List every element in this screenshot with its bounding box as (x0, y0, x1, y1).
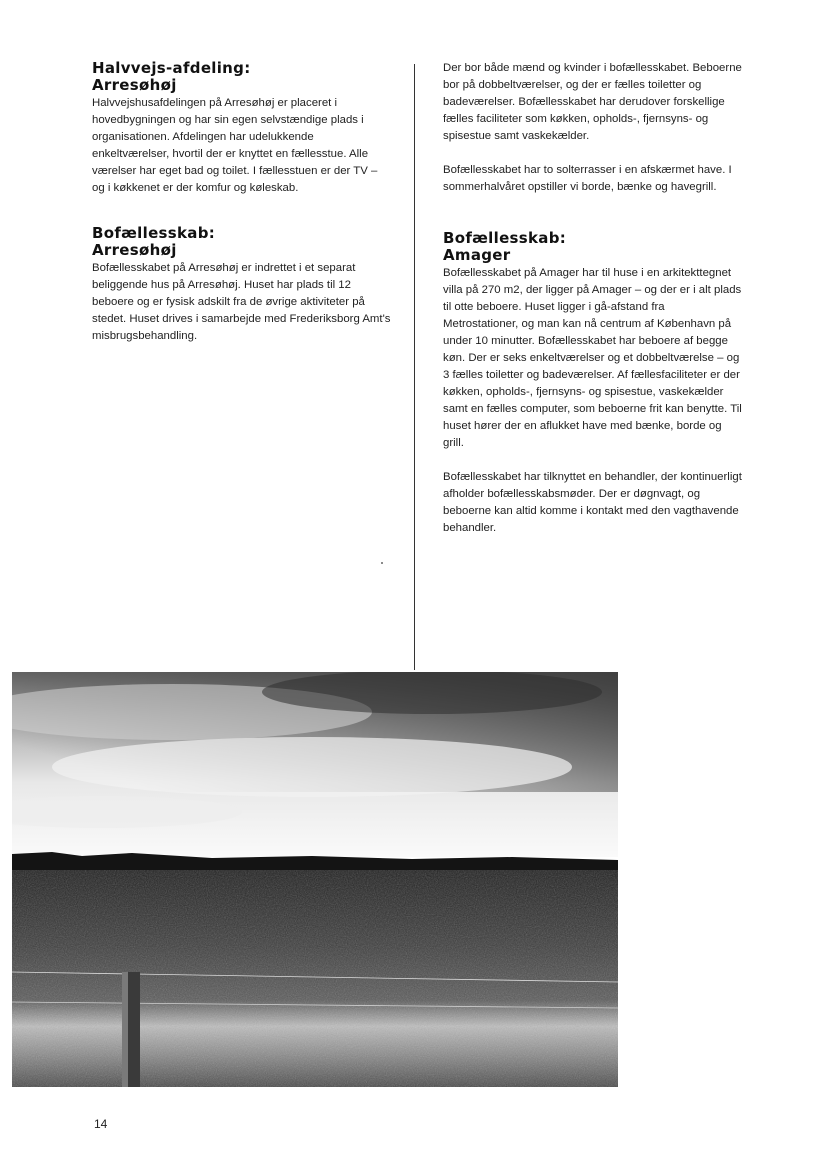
heading-line-1: Bofællesskab: (92, 224, 216, 242)
section-heading (443, 230, 743, 264)
heading-line-2: Arresøhøj (92, 76, 177, 94)
column-divider (414, 64, 415, 670)
section-body: Bofællesskabet på Amager har til huse i en arkitekttegnet villa på 270 m2, der ligger på Amager – og der er i alt plads til otte beboere. Huset ligger i gå-afstand fra Metrostationer, og man kan nå centrum af København på under 10 minutter. Bofællesskabet har beboere af begge køn. Der er seks enkeltværelser og et dobbeltværelse – og 3 fælles toiletter og badeværelser. Af fællesfaciliteter er der køkken, opholds-, fjernsyns- og spisestue, vaskekælder samt en fælles computer, som beboerne frit kan benytte. Til huset hører der en aflukket have med bænke, borde og grill. (443, 267, 742, 449)
landscape-photo-icon (12, 672, 618, 1087)
section-body: Bofællesskabet på Arresøhøj er indrettet i et separat beliggende hus på Arresøhøj. Huset har plads til 12 beboere og er fysisk adskilt fra de øvrige aktiviteter på stedet. Huset drives i samarbejde med Frederiksborg Amt's misbrugsbehandling. (92, 262, 391, 342)
page-number: 14 (94, 1117, 108, 1131)
section-body: Halvvejshusafdelingen på Arresøhøj er placeret i hovedbygningen og har sin egen selvstændige plads i organisationen. Afdelingen har udelukkende enkeltværelser, hvortil der er knyttet en fællesstue. Alle værelser har eget bad og toilet. I fællesstuen er der TV – og i køkkenet er der komfur og køleskab. (92, 97, 378, 194)
section-halvvejs-afdeling (92, 60, 392, 197)
section-body-2: Bofællesskabet har tilknyttet en behandler, der kontinuerligt afholder bofællesskabsmøder. Der er døgnvagt, og beboerne kan altid komme i kontakt med den vagthavende behandler. (443, 471, 742, 534)
section-heading (92, 225, 392, 259)
intro-paragraph-2: Bofællesskabet har to solterrasser i en afskærmet have. I sommerhalvåret opstiller vi borde, bænke og havegrill. (443, 164, 732, 193)
heading-line-1: Bofællesskab: (443, 229, 567, 247)
landscape-photo-svg (12, 672, 618, 1087)
section-bofaellesskab-amager (443, 230, 743, 537)
heading-line-2: Amager (443, 246, 511, 264)
section-heading (92, 60, 392, 94)
right-column (443, 60, 743, 537)
print-speck (381, 562, 383, 564)
intro-paragraph-1: Der bor både mænd og kvinder i bofællesskabet. Beboerne bor på dobbeltværelser, og der er fælles toiletter og badeværelser. Bofællesskabet har derudover forskellige fælles faciliteter som køkken, opholds-, fjernsyns- og spisestue samt vaskekælder. (443, 62, 742, 142)
heading-line-2: Arresøhøj (92, 241, 177, 259)
left-column (92, 60, 392, 345)
heading-line-1: Halvvejs-afdeling: (92, 59, 251, 77)
section-bofaellesskab-arresohoj (92, 225, 392, 345)
